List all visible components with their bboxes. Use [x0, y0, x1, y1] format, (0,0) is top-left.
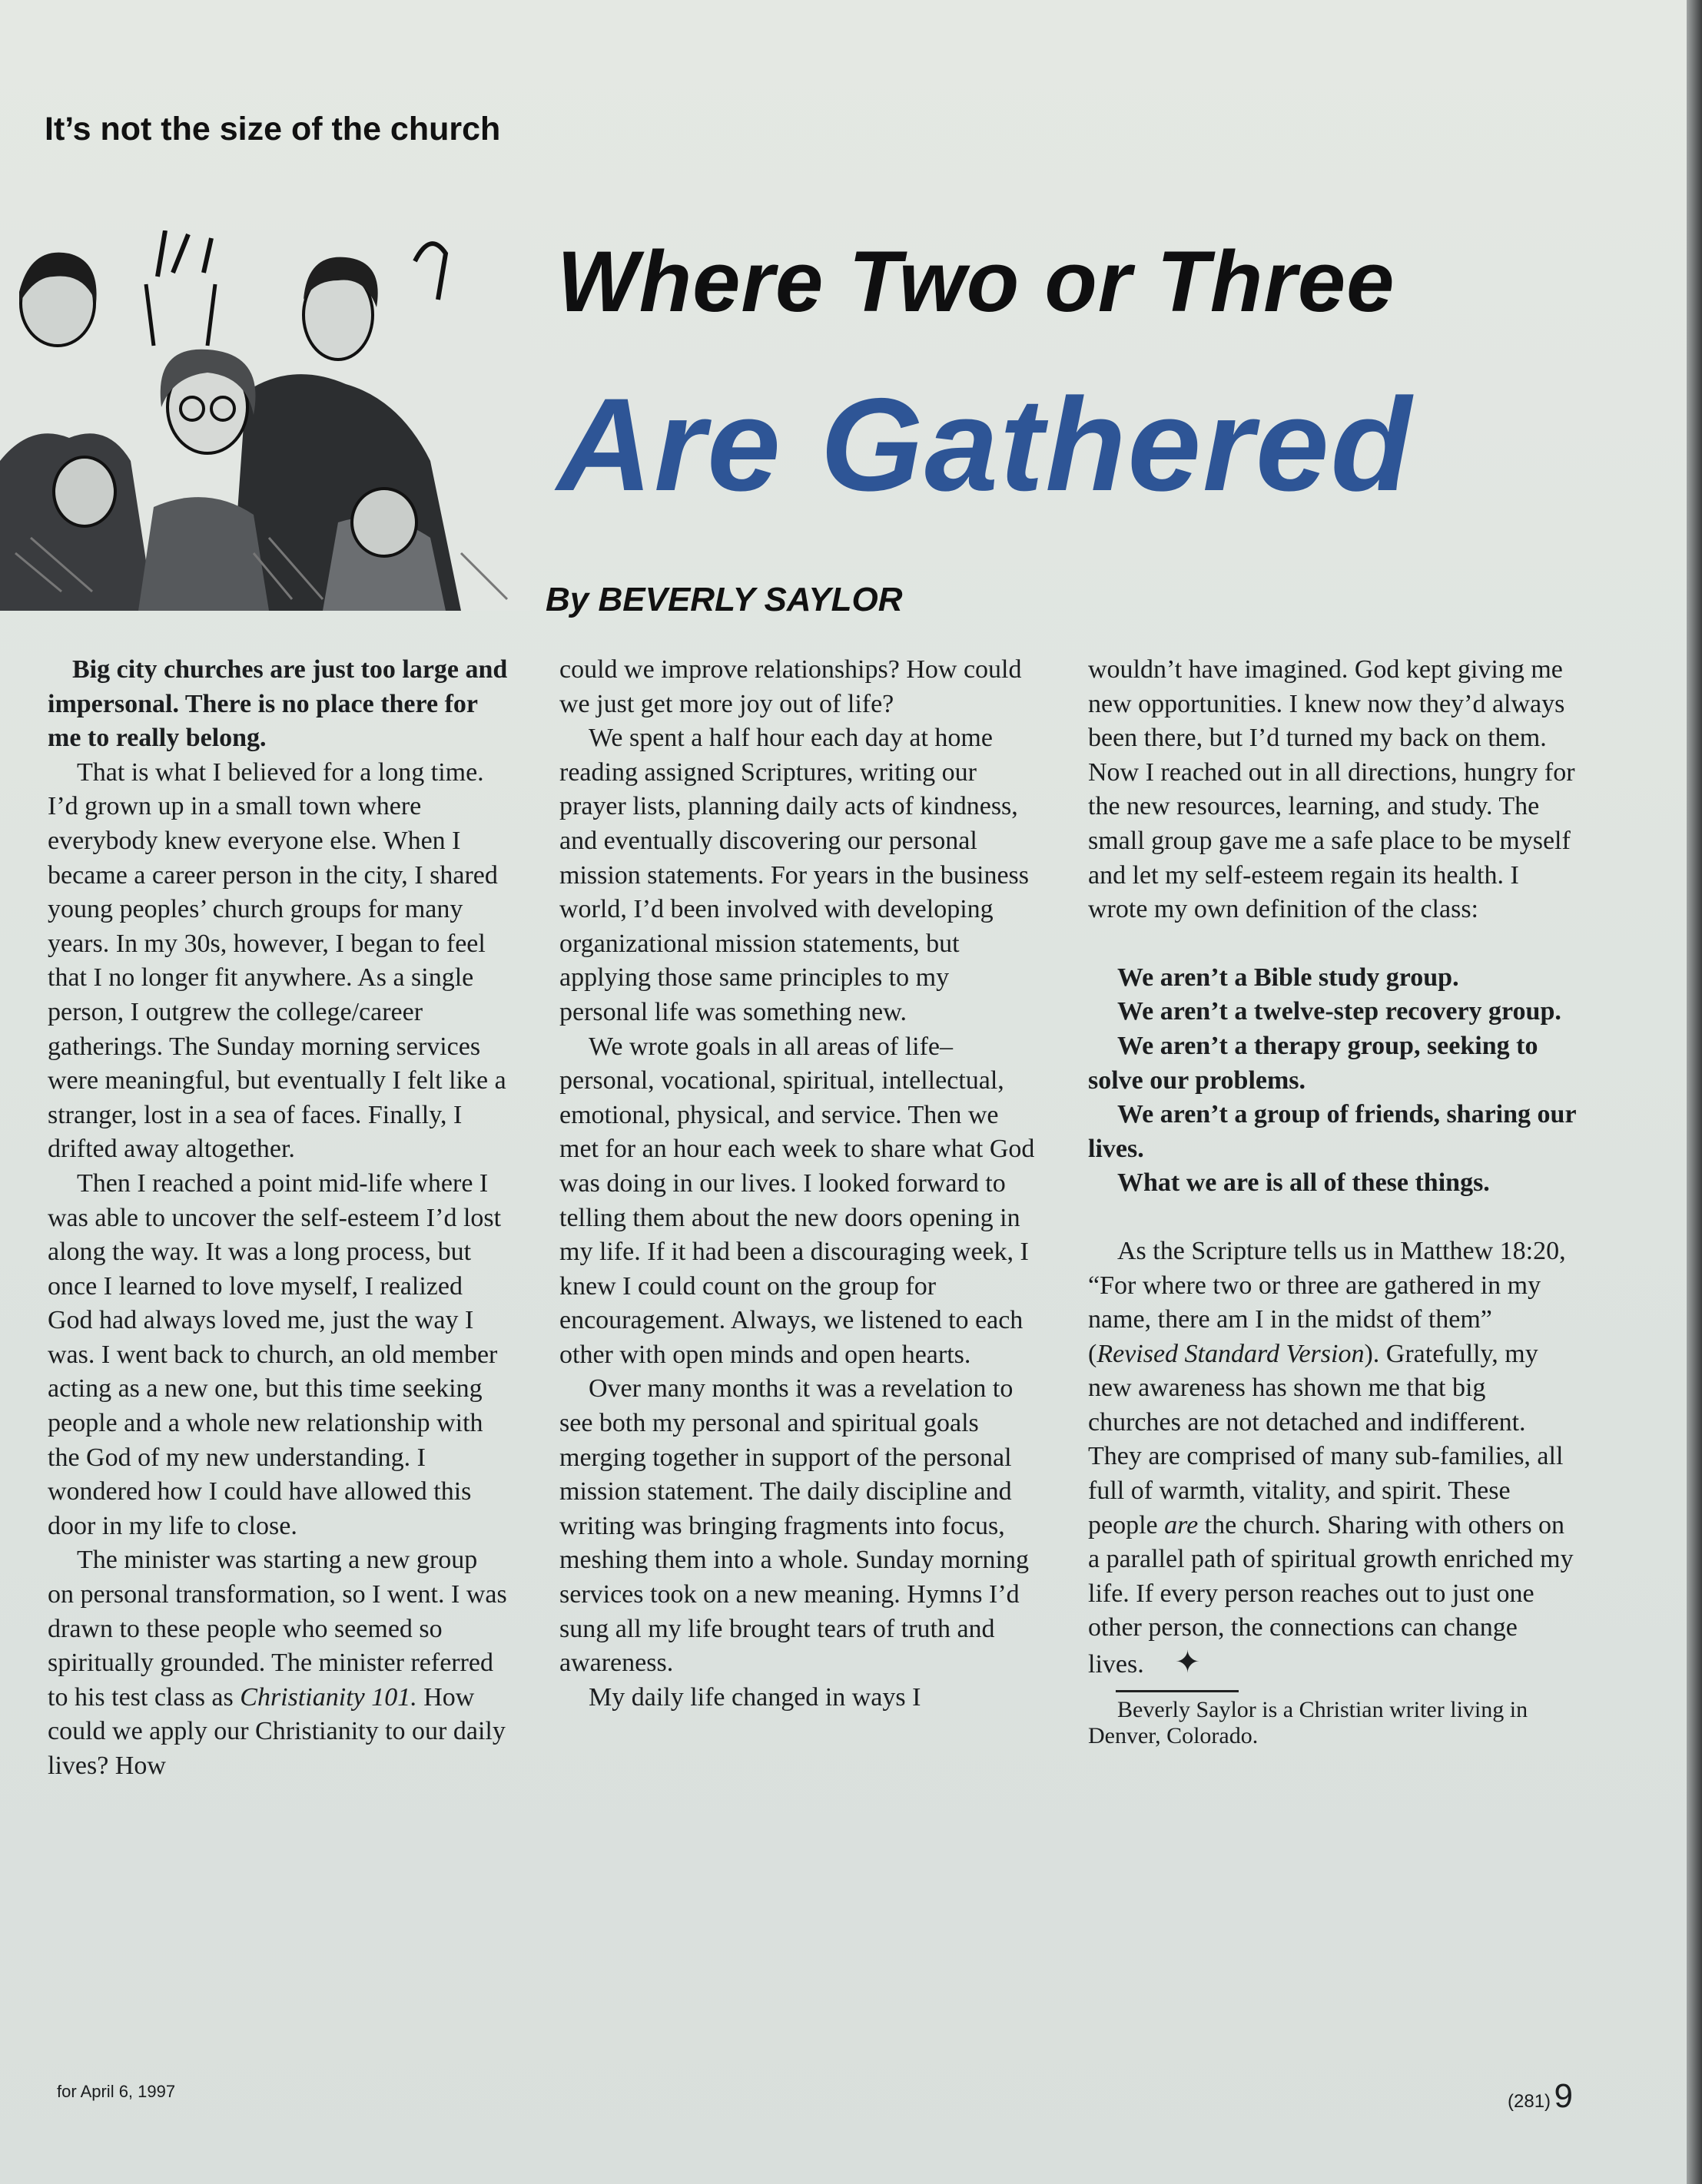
headline-line-1: Where Two or Three	[557, 234, 1395, 330]
headline-line-2: Are Gathered	[557, 371, 1413, 519]
issue-date: for April 6, 1997	[57, 2082, 176, 2101]
definition-line: We aren’t a Bible study group.	[1117, 963, 1459, 992]
folio-number: (281)	[1508, 2091, 1551, 2112]
page-number: 9	[1554, 2077, 1573, 2115]
byline: By BEVERLY SAYLOR	[546, 581, 903, 618]
author-bio: Beverly Saylor is a Christian writer living in Denver, Colorado.	[1088, 1696, 1528, 1748]
article-column-2	[559, 653, 1036, 1715]
kicker: It’s not the size of the church	[45, 111, 501, 147]
text-span: the church. Sharing with others on a parallel path of spiritual growth enriched my life. If every person reaches out to just one other person, the connections can change lives.	[1088, 1510, 1574, 1679]
lead-paragraph: Big city churches are just too large and impersonal. There is no place there for me to really belong.	[48, 655, 508, 753]
paragraph: My daily life changed in ways I	[589, 1682, 921, 1712]
spacer	[1088, 1201, 1580, 1235]
end-mark-icon: ✦	[1174, 1645, 1201, 1680]
italic-are: are	[1164, 1510, 1199, 1539]
article-column-3	[1088, 653, 1580, 1749]
paragraph: That is what I believed for a long time. I’d grown up in a small town where everybody knew everyone else. When I became a career person in the city, I shared young peoples’ church groups for many years. In my 30s, however, I began to feel that I no longer fit anywhere. As a single person, I outgrew the college/career gatherings. The Sunday morning services were meaningful, but eventually I felt like a stranger, lost in a sea of faces. Finally, I drifted away altogether.	[48, 757, 506, 1164]
paragraph: We wrote goals in all areas of life–personal, vocational, spiritual, intellectual, emotional, physical, and service. Then we met for an hour each week to share what God was doing in our lives. I looked forward to telling them about the new doors opening in my life. If it had been a discouraging week, I knew I could count on the group for encouragement. Always, we listened to each other with open minds and open hearts.	[559, 1032, 1035, 1369]
definition-line: We aren’t a therapy group, seeking to solve our problems.	[1088, 1031, 1538, 1095]
definition-line: We aren’t a group of friends, sharing our lives.	[1088, 1100, 1576, 1163]
definition-line: What we are is all of these things.	[1117, 1168, 1490, 1198]
paragraph: wouldn’t have imagined. God kept giving me new opportunities. I knew now they’d always been there, but I’d turned my back on them. Now I reached out in all directions, hungry for the new resources, learning, and study. The small group gave me a safe place to be myself and let my self-esteem regain its health. I wrote my own definition of the class:	[1088, 655, 1575, 924]
group-illustration	[0, 230, 530, 611]
text-span: As the Scripture tells us in Matthew 18:20, “For where two or three are gathered in my name, there am I in the midst of them” (	[1088, 1236, 1566, 1368]
paragraph: could we improve relationships? How could we just get more joy out of life?	[559, 655, 1022, 718]
paragraph: Over many months it was a revelation to see both my personal and spiritual goals merging together in support of the personal mission statement. The daily discipline and writing was bringing fragments into focus, meshing them into a whole. Sunday morning services took on a new meaning. Hymns I’d sung all my life brought tears of truth and awareness.	[559, 1374, 1029, 1678]
paragraph: We spent a half hour each day at home reading assigned Scriptures, writing our prayer lists, planning daily acts of kindness, and eventually discovering our personal mission statements. For years in the business world, I’d been involved with developing organizational mission statements, but applying those same principles to my personal life was something new.	[559, 724, 1030, 1026]
italic-title: Christianity 101.	[240, 1682, 417, 1712]
text-span: How could we apply our Christianity to our daily lives? How	[48, 1682, 506, 1780]
bio-rule	[1116, 1690, 1239, 1692]
text-span: ). Gratefully, my new awareness has shown me that big churches are not detached and indifferent. They are comprised of many sub-families, all full of warmth, vitality, and spirit. These people	[1088, 1339, 1564, 1539]
italic-version: Revised Standard Version	[1097, 1339, 1365, 1368]
page-edge-shadow	[1687, 0, 1702, 2184]
definition-line: We aren’t a twelve-step recovery group.	[1117, 997, 1561, 1026]
spacer	[1088, 927, 1580, 961]
page-folio	[1508, 2077, 1573, 2116]
paragraph	[48, 1543, 509, 1783]
text-span: The minister was starting a new group on personal transformation, so I went. I was drawn to these people who seemed so spiritually grounded. The minister referred to his test class as	[48, 1546, 507, 1712]
paragraph	[1088, 1235, 1580, 1682]
paragraph: Then I reached a point mid-life where I was able to uncover the self-esteem I’d lost along the way. It was a long process, but once I learned to love myself, I realized God had always loved me, just the way I was. I went back to church, an old member acting as a new one, but this time seeking people and a whole new relationship with the God of my new understanding. I wondered how I could have allowed this door in my life to close.	[48, 1168, 502, 1540]
article-column-1	[48, 653, 509, 1784]
